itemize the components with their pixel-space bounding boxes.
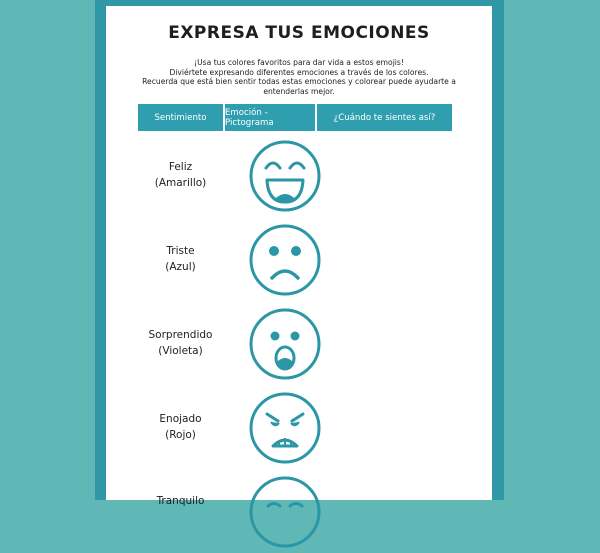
- intro-line: ¡Usa tus colores favoritos para dar vida a estos emojis!: [194, 58, 404, 67]
- header-when: ¿Cuándo te sientes así?: [317, 104, 452, 131]
- calm-face-icon: [247, 474, 323, 550]
- intro-text: [136, 58, 462, 96]
- header-pictogram: Emoción - Pictograma: [225, 104, 315, 131]
- table-row: [138, 469, 460, 553]
- happy-face-icon: [247, 138, 323, 214]
- surprised-face-icon: [247, 306, 323, 382]
- feeling-label: [138, 217, 223, 301]
- feeling-label: [138, 301, 223, 385]
- feeling-color: (Azul): [165, 261, 196, 273]
- feeling-color: (Amarillo): [154, 177, 207, 189]
- worksheet: [106, 6, 492, 507]
- table-row: [138, 217, 460, 301]
- feeling-name: Triste: [166, 245, 195, 257]
- table-header: [138, 104, 452, 131]
- feeling-color: (Rojo): [165, 429, 196, 441]
- feeling-name: Enojado: [159, 413, 202, 425]
- feeling-label: [138, 133, 223, 217]
- table-row: [138, 385, 460, 469]
- table-row: [138, 133, 460, 217]
- page-title: EXPRESA TUS EMOCIONES: [168, 23, 430, 43]
- intro-line: Diviértete expresando diferentes emociones a través de los colores.: [169, 67, 429, 77]
- feeling-label: [138, 385, 223, 469]
- feeling-name: Feliz: [168, 161, 193, 173]
- feeling-name: Tranquilo: [156, 495, 205, 507]
- feeling-name: Sorprendido: [148, 329, 213, 341]
- intro-line: entenderlas mejor.: [263, 86, 335, 96]
- header-feeling: Sentimiento: [138, 104, 223, 131]
- feeling-color: (Violeta): [158, 345, 203, 357]
- angry-face-icon: [247, 390, 323, 466]
- table-row: [138, 301, 460, 385]
- intro-line: Recuerda que está bien sentir todas estas emociones y colorear puede ayudarte a: [142, 77, 456, 87]
- sad-face-icon: [247, 222, 323, 298]
- feeling-label: [138, 469, 223, 553]
